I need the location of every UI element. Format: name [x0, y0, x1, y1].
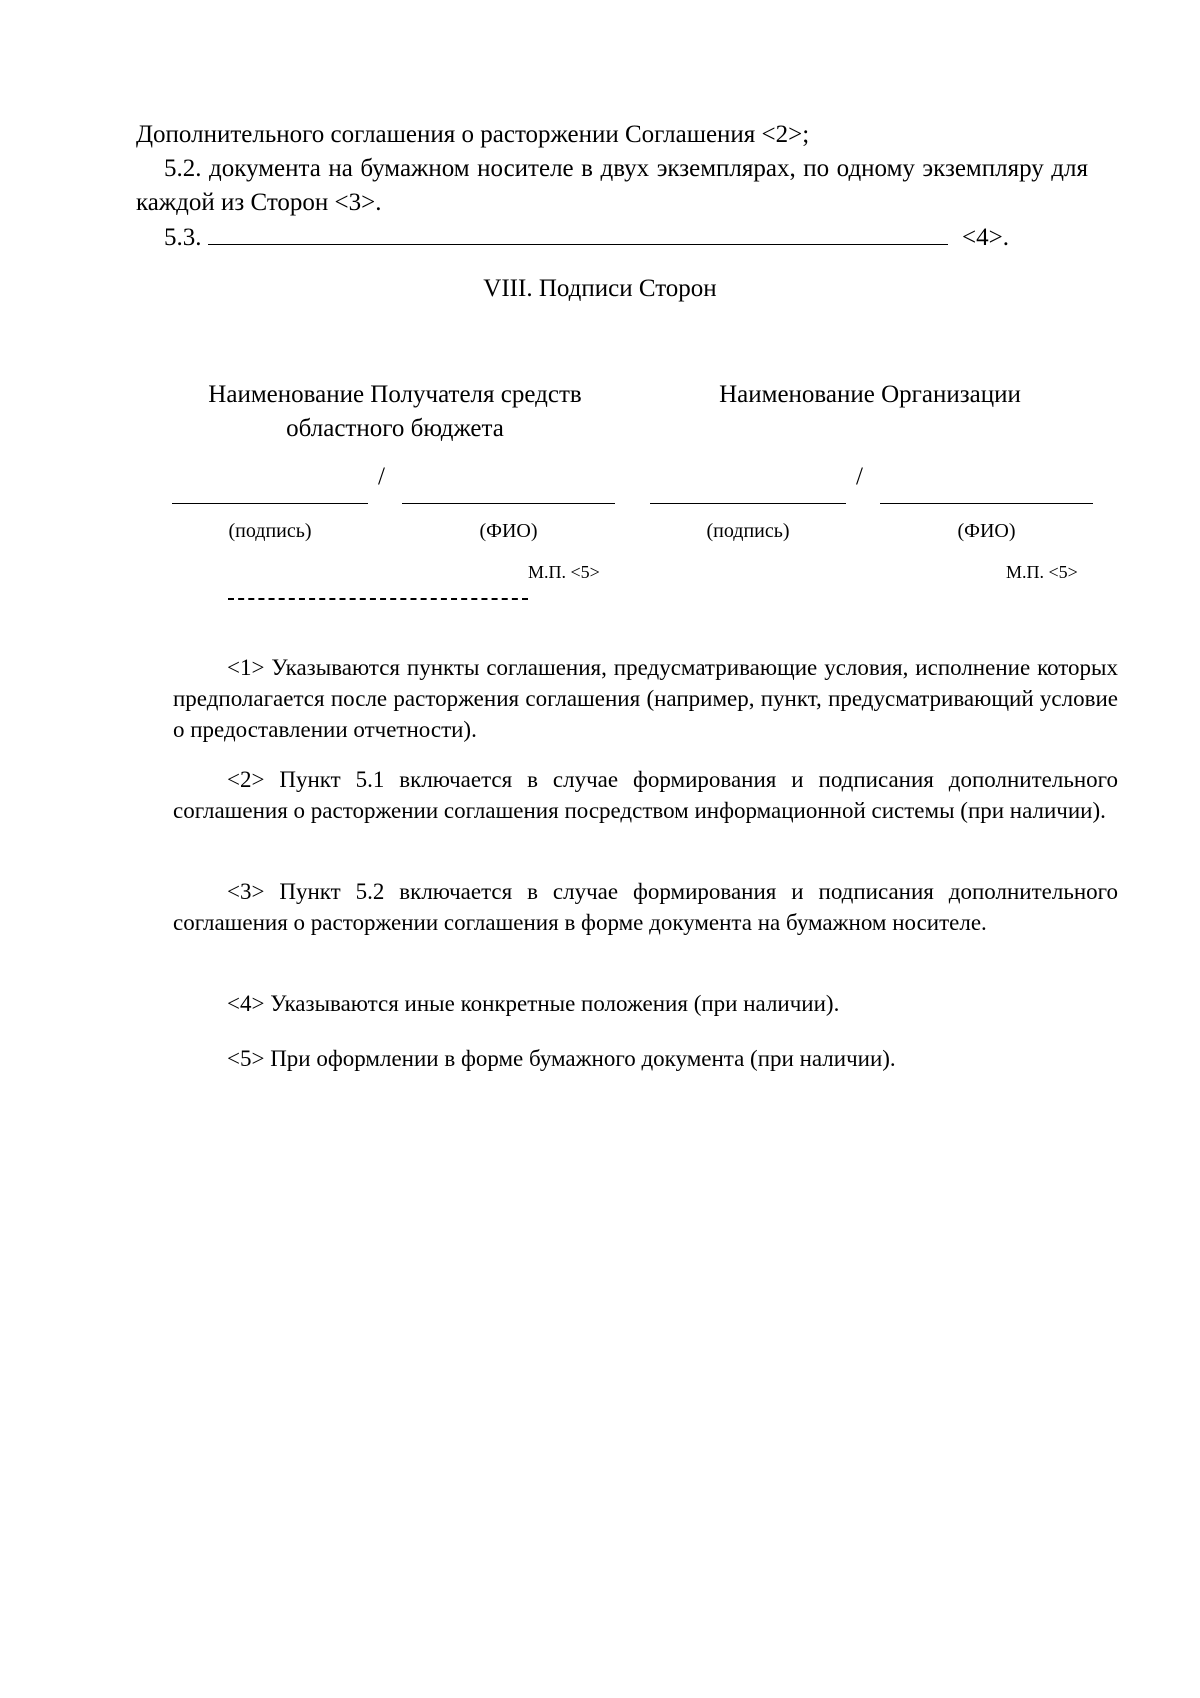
paragraph-5-2: 5.2. документа на бумажном носителе в двух экземплярах, по одному экземпляру для каждой из Сторон <3>.: [136, 155, 1088, 216]
footnote-4: <4> Указываются иные конкретные положения (при наличии).: [227, 991, 840, 1016]
footnote-5: <5> При оформлении в форме бумажного документа (при наличии).: [227, 1046, 896, 1071]
stamp-mark-right: М.П. <5>: [1006, 562, 1078, 582]
name-caption-left: (ФИО): [479, 520, 538, 542]
party-name-right: Наименование Организации: [719, 381, 1021, 408]
name-line-left: [402, 503, 615, 504]
paragraph-5-3-suffix: <4>.: [962, 224, 1009, 251]
name-line-right: [880, 503, 1093, 504]
slash-separator-left: /: [378, 463, 385, 490]
name-caption-right: (ФИО): [957, 520, 1016, 542]
paragraph-5-3: [164, 220, 1088, 255]
signature-line-left: [172, 503, 368, 504]
footnote-separator: [228, 598, 528, 600]
signature-caption-right: (подпись): [706, 520, 790, 542]
footnote-2: <2> Пункт 5.1 включается в случае формирования и подписания дополнительного соглашения о расторжении соглашения посредством информационной системы (при наличии).: [173, 767, 1118, 823]
section-title: VIII. Подписи Сторон: [483, 275, 717, 302]
footnote-1: <1> Указываются пункты соглашения, предусматривающие условия, исполнение которых предполагается после расторжения соглашения (например, пункт, предусматривающий условие о предоставлении отчетности).: [173, 655, 1118, 742]
paragraph-5-3-label: 5.3.: [164, 224, 202, 251]
signature-caption-left: (подпись): [228, 520, 312, 542]
party-name-left: Наименование Получателя средств областного бюджета: [208, 381, 582, 442]
footnote-3: <3> Пункт 5.2 включается в случае формирования и подписания дополнительного соглашения о расторжении соглашения в форме документа на бумажном носителе.: [173, 879, 1118, 935]
stamp-mark-left: М.П. <5>: [528, 562, 600, 582]
slash-separator-right: /: [856, 463, 863, 490]
paragraph-continuation: Дополнительного соглашения о расторжении Соглашения <2>;: [136, 121, 810, 148]
fill-in-blank-line: [208, 220, 948, 245]
signature-line-right: [650, 503, 846, 504]
